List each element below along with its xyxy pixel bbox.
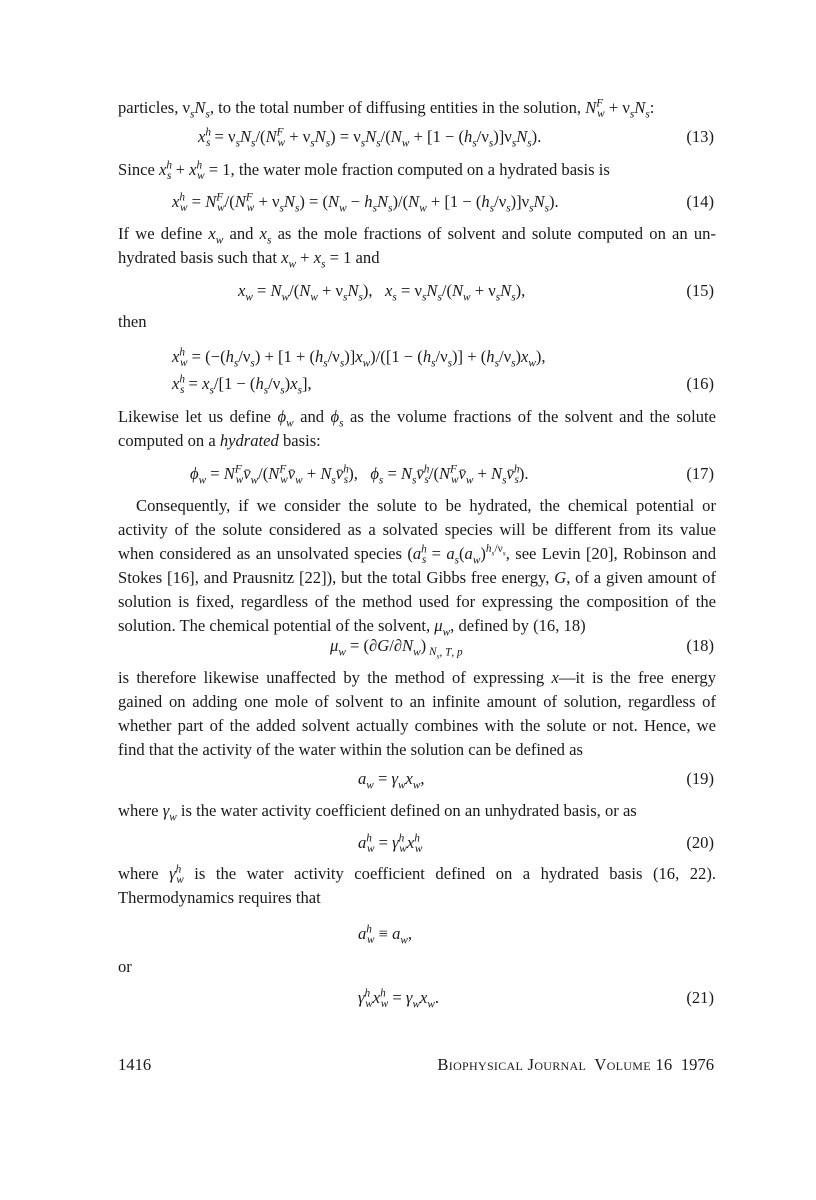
where-line-2: where $\gamma^h_w$ is the water activity coefficient defined on a hydrated basis (16, 22). Thermodynamics requires that: [118, 863, 717, 907]
equation-number-16: (16): [686, 374, 714, 393]
then-word: then: [118, 312, 147, 331]
journal-name: Biophysical Journal: [437, 1055, 587, 1074]
define-paragraph: If we define $x_w$ and $x_s$ as the mole fractions of solvent and solute computed on an un-hydrated basis such that $x_w + x_s = 1$ and: [118, 224, 717, 271]
equation-18: $\mu_w = (\partial G/\partial N_w)$ $_{N_s, T, p}$: [330, 636, 463, 661]
equation-number-13: (13): [686, 127, 714, 146]
or-word: or: [118, 957, 132, 976]
equation-15: $x_w = N_w/(N_w + \nu_sN_s)$, $x_s = \nu_sN_s/(N_w + \nu_sN_s)$,: [238, 281, 526, 304]
equation-16b: $x^h_s = x_s/[1 - (h_s/\nu_s)x_s]$,: [172, 373, 312, 397]
equation-number-18: (18): [686, 636, 714, 655]
likewise-paragraph: Likewise let us define $\phi_w$ and $\phi_s$ as the volume fractions of the solvent and the solute computed on a hydrated basis:: [118, 407, 716, 450]
equation-number-21: (21): [686, 988, 714, 1007]
equation-19: $a_w = \gamma_wx_w$,: [358, 769, 425, 792]
equation-20: $a^h_w = \gamma^h_wx^h_w$: [358, 832, 423, 856]
since-line: Since $x^h_s + x^h_w = 1$, the water mole fraction computed on a hydrated basis is: [118, 159, 610, 183]
year: 1976: [680, 1055, 714, 1074]
equation-17: $\phi_w$ = $N^F_wv̄_w/(N^F_wv̄_w$ + $N_sv̄^h_s$), $\phi_s$ = $N_sv̄^h_s/(N^F_wv̄_w$ + $N_sv̄^h_s$).: [190, 463, 529, 487]
equation-14: $x^h_w = N^F_w/(N^F_w + \nu_sN_s) = (N_w - h_sN_s)/(N_w + [1 - (h_s/\nu_s)]\nu_sN_s)$.: [172, 191, 559, 215]
equation-number-17: (17): [686, 464, 714, 483]
equation-number-15: (15): [686, 281, 714, 300]
where-line-1: where $\gamma_w$ is the water activity coefficient defined on an unhydrated basis, or as: [118, 801, 637, 824]
equation-number-20: (20): [686, 833, 714, 852]
equation-16a: $x^h_w = (-(h_s/\nu_s) + [1 + (h_s/\nu_s)]x_w)/([1 - (h_s/\nu_s)] + (h_s/\nu_s)x_w)$,: [172, 346, 546, 370]
identity-equation: $a^h_w \equiv a_w$,: [358, 923, 413, 947]
therefore-paragraph: is therefore likewise unaffected by the method of expressing x—it is the free energy gained on adding one mole of solvent to an infinite amount of solution, regardless of whether part of the added solvent actually combines with the solute or not. Hence, we find that the activity of the water within the solution can be defined as: [118, 668, 716, 759]
equation-13: $x^h_s = \nu_sN_s/(N^F_w + \nu_sN_s) = \nu_sN_s/(N_w + [1 - (h_s/\nu_s)]\nu_sN_s)$.: [198, 126, 542, 150]
equation-number-19: (19): [686, 769, 714, 788]
equation-21: $\gamma^h_wx^h_w = \gamma_wx_w$.: [358, 987, 439, 1011]
intro-line: particles, $\nu_sN_s$, to the total number of diffusing entities in the solution, $N^F_w + \nu_sN_s$:: [118, 97, 655, 121]
equation-number-14: (14): [686, 192, 714, 211]
running-footer: [437, 1053, 714, 1077]
page-number: 1416: [118, 1055, 152, 1074]
volume-label: Volume 16: [594, 1055, 673, 1074]
consequently-paragraph: Consequently, if we consider the solute to be hydrated, the chemical potential or activity of the solute considered as a solvated species will be different from its value when considered as an unsolvated species ($a^h_s = a_s(a_w)^{h_s/\nu_s}$, see Levin [20], Robinson and Stokes [16], and Prausnitz [22]), but the total Gibbs free energy, G, of a given amount of solution is fixed, regardless of the method used for expressing the composition of the solution. The chemical potential of the solvent, $\mu_w$, defined by (16, 18): [118, 496, 717, 639]
